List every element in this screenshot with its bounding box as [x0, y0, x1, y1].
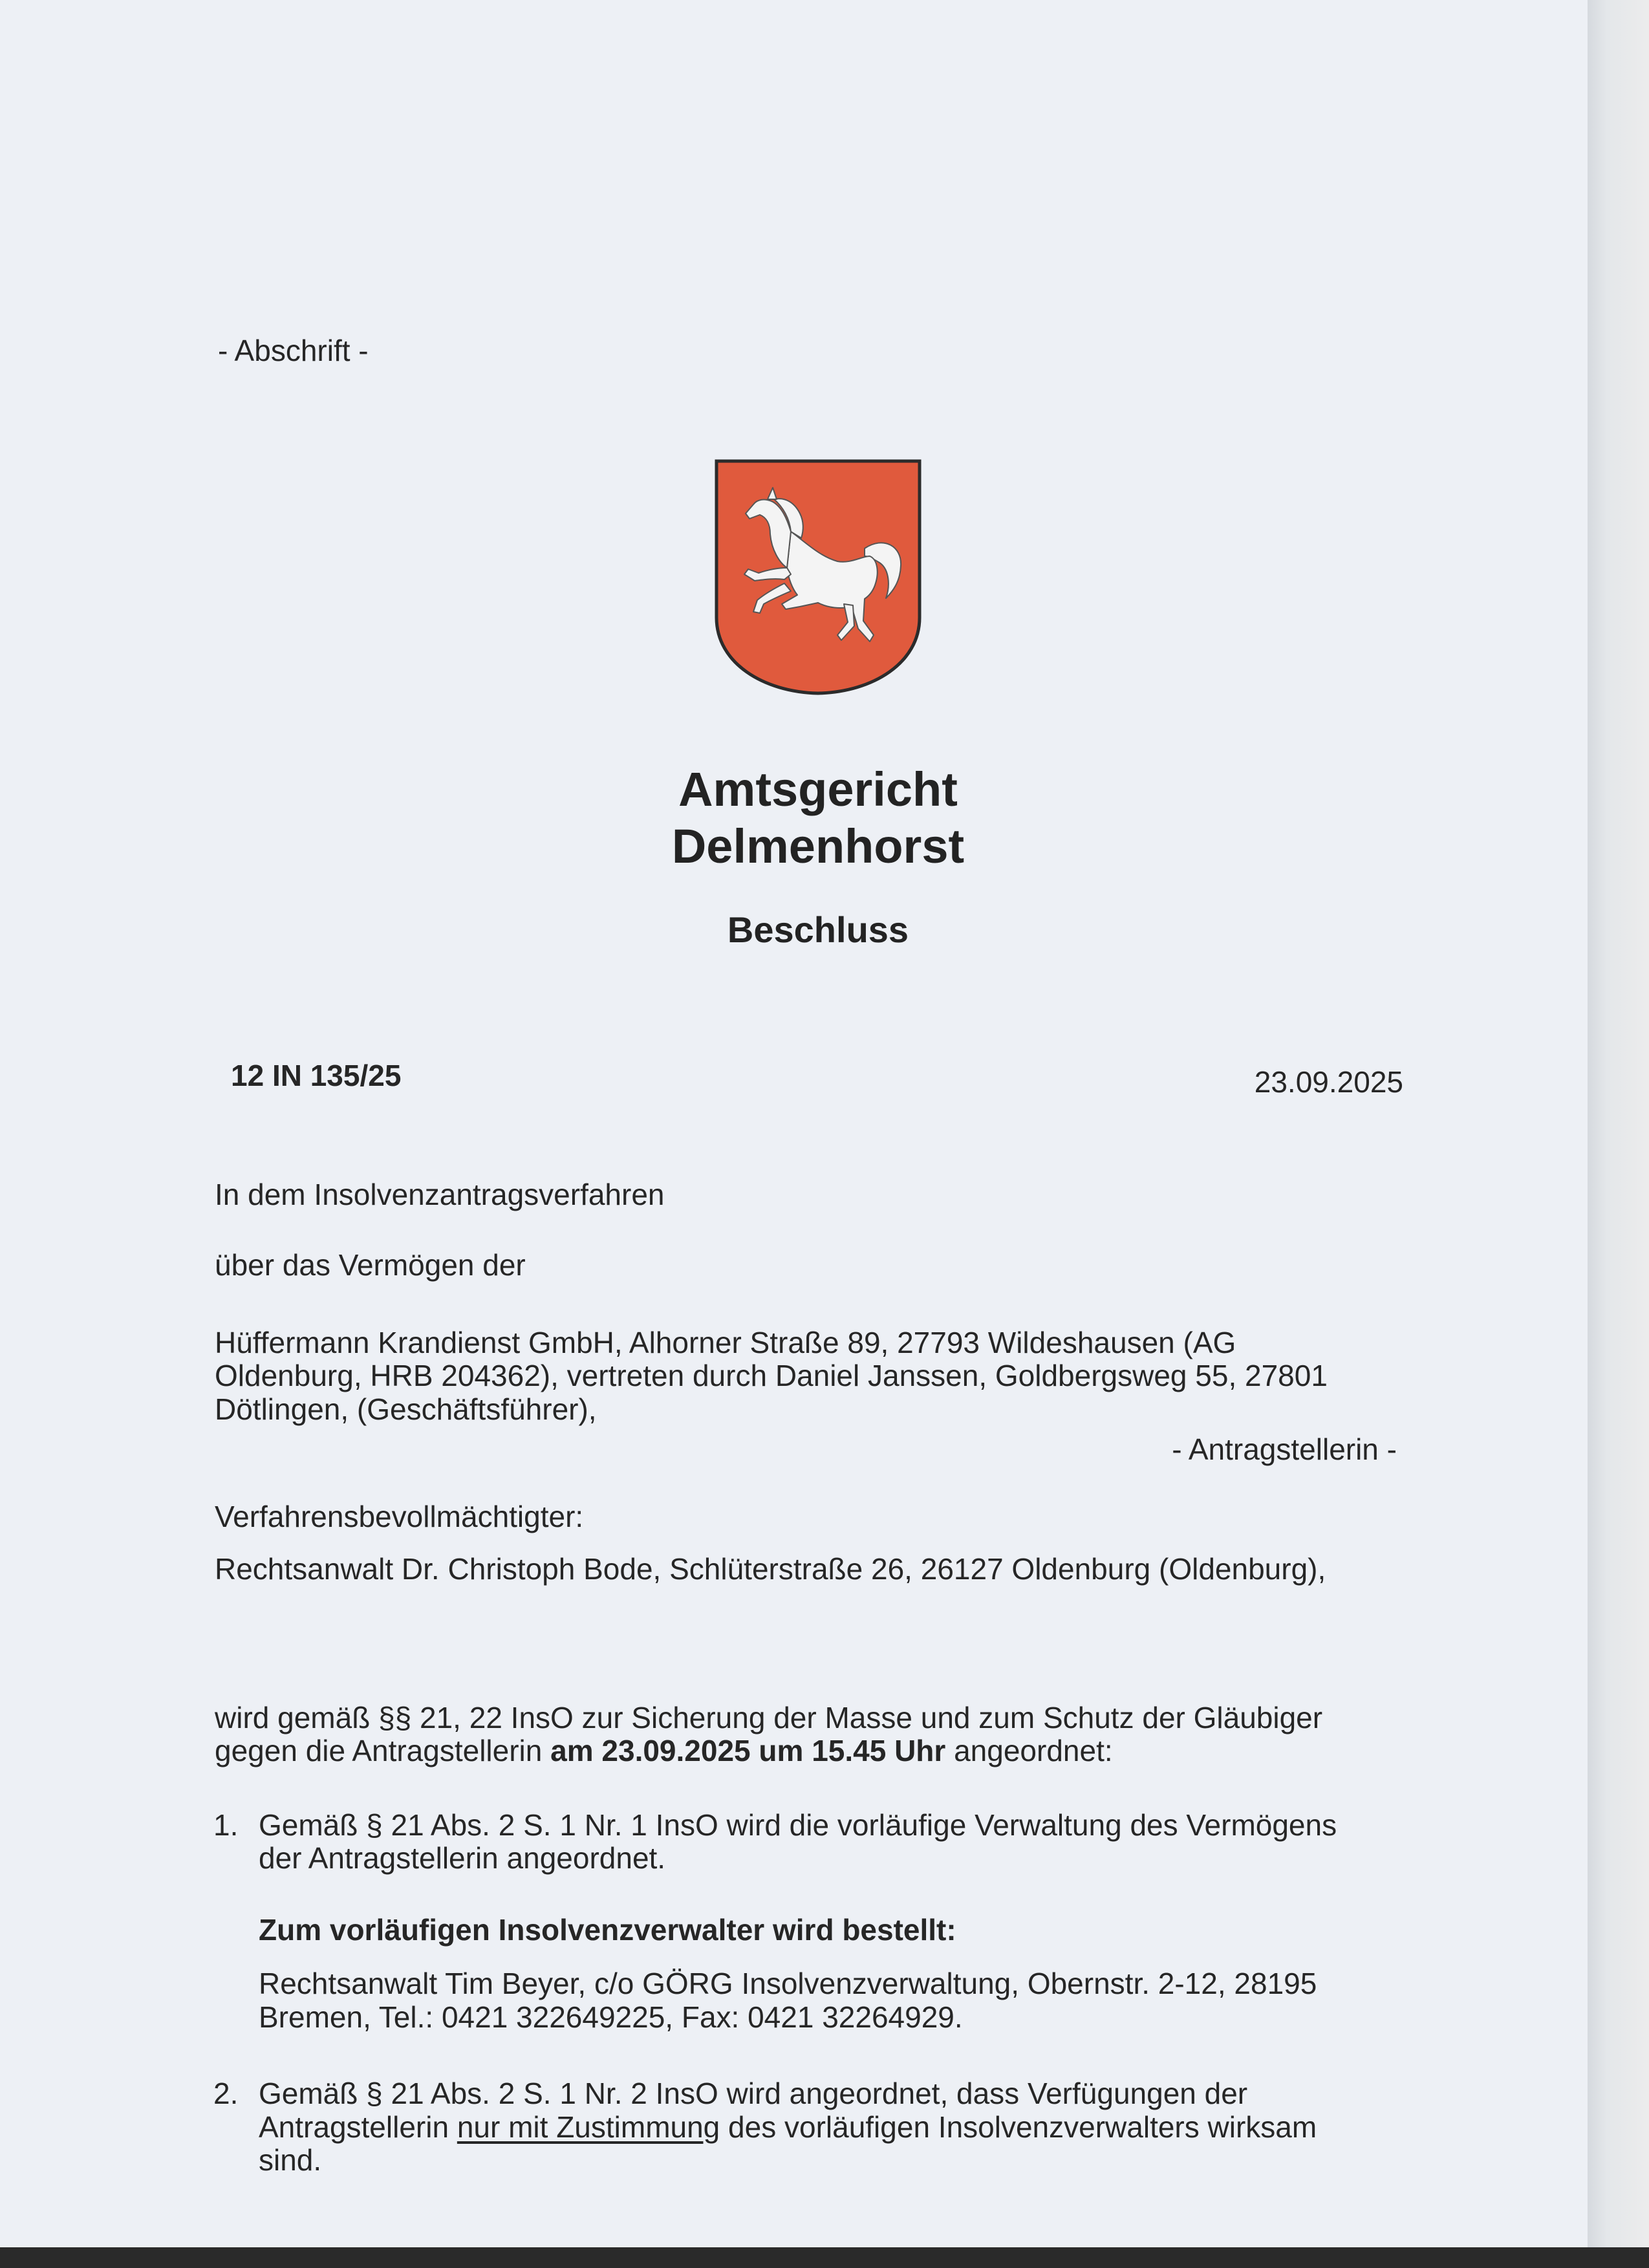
party-line-3: Dötlingen, (Geschäftsführer),	[215, 1392, 597, 1426]
document-date: 23.09.2025	[1254, 1065, 1403, 1099]
ruling-line-2-pre: gegen die Antragstellerin	[215, 1734, 551, 1767]
party-role: - Antragstellerin -	[1172, 1432, 1397, 1466]
counsel-details: Rechtsanwalt Dr. Christoph Bode, Schlüterstraße 26, 26127 Oldenburg (Oldenburg),	[215, 1552, 1326, 1586]
item-1-line-1: Gemäß § 21 Abs. 2 S. 1 Nr. 1 InsO wird die vorläufige Verwaltung des Vermögens	[259, 1808, 1337, 1842]
item-1-number: 1.	[213, 1808, 239, 1842]
item-2-line-2-post: des vorläufigen Insolvenzverwalters wirksam	[720, 2110, 1317, 2144]
item-2-number: 2.	[213, 2077, 239, 2110]
party-line-2: Oldenburg, HRB 204362), vertreten durch Daniel Janssen, Goldbergsweg 55, 27801	[215, 1359, 1328, 1392]
item-2-line-2	[259, 2110, 1396, 2144]
ruling-line-1: wird gemäß §§ 21, 22 InsO zur Sicherung der Masse und zum Schutz der Gläubiger	[215, 1701, 1323, 1734]
ruling-line-2-post: angeordnet:	[945, 1734, 1113, 1767]
item-1-detail-line-1: Rechtsanwalt Tim Beyer, c/o GÖRG Insolvenzverwaltung, Obernstr. 2-12, 28195	[259, 1967, 1317, 2000]
ruling-line-2	[215, 1733, 1113, 1768]
item-2-line-1: Gemäß § 21 Abs. 2 S. 1 Nr. 2 InsO wird angeordnet, dass Verfügungen der	[259, 2077, 1248, 2110]
counsel-label: Verfahrensbevollmächtigter:	[215, 1500, 584, 1533]
party-line-1: Hüffermann Krandienst GmbH, Alhorner Straße 89, 27793 Wildeshausen (AG	[215, 1326, 1236, 1359]
item-1-detail-line-2: Bremen, Tel.: 0421 322649225, Fax: 0421 32264929.	[259, 2000, 963, 2034]
item-2-line-2-pre: Antragstellerin	[259, 2110, 457, 2144]
crest-icon	[715, 459, 921, 695]
case-number: 12 IN 135/25	[231, 1059, 402, 1092]
item-1-heading: Zum vorläufigen Insolvenzverwalter wird bestellt:	[259, 1913, 956, 1947]
document-type: Beschluss	[727, 909, 909, 950]
ruling-datetime: am 23.09.2025 um 15.45 Uhr	[550, 1734, 946, 1767]
intro-line-1: In dem Insolvenzantragsverfahren	[215, 1178, 665, 1211]
scan-edge-bottom	[0, 2247, 1649, 2268]
scan-edge-right	[1588, 0, 1649, 2247]
court-name-line2: Delmenhorst	[671, 819, 965, 873]
item-2-line-3: sind.	[259, 2143, 322, 2177]
court-name-line1: Amtsgericht	[678, 762, 958, 816]
intro-line-2: über das Vermögen der	[215, 1248, 526, 1282]
item-2-underlined: nur mit Zustimmung	[457, 2110, 720, 2144]
item-1-line-2: der Antragstellerin angeordnet.	[259, 1841, 666, 1875]
copy-mark: - Abschrift -	[218, 334, 369, 367]
